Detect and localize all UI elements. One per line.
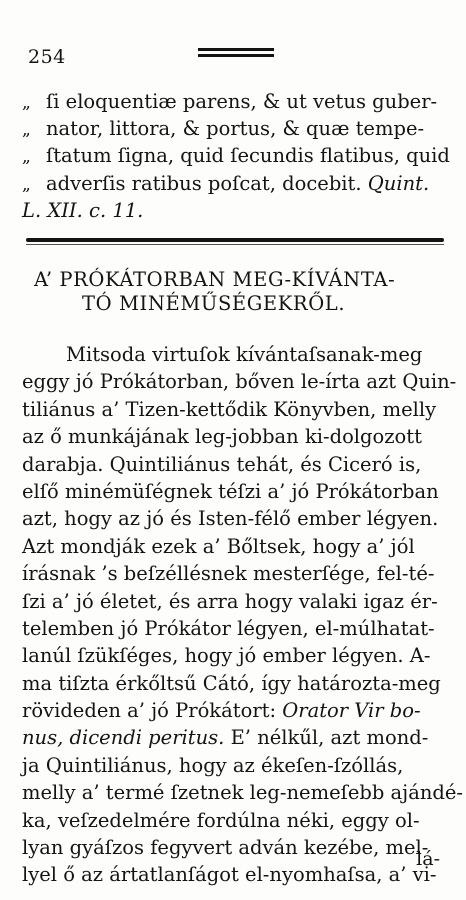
body-line: írásnak ’s beſzéllésnek mesterſége, fel-té- [22,562,435,586]
title-line: A’ PRÓKÁTORBAN MEG-KÍVÁNTA- [34,268,396,291]
latin-quotation [22,88,454,224]
quote-source: Quint. [367,171,430,195]
quote-text: nator, littora, & portus, & quæ tempe- [46,117,425,141]
body-line: Azt mondják ezek a’ Bőltsek, hogy a’ jól [22,534,415,558]
title-line: TÓ MINÉMŰSÉGEKRŐL. [82,292,346,315]
quote-line [22,88,454,115]
header-rule-secondary [198,54,274,57]
body-line: Mitsoda virtuſok kívántaſsanak-meg [66,343,423,366]
body-line: elſő minémüſégnek téſzi a’ jó Prókátorban [22,479,439,503]
body-line: az ő munkájának leg-jobban ki-dolgozott [22,425,422,449]
body-line: azt, hogy az jó és Isten-félő ember légyen. [22,507,439,531]
body-line: darabja. Quintiliánus tehát, és Ciceró is, [22,452,422,476]
quote-text: adverſis ratibus poſcat, docebit. [46,171,362,195]
body-line: ſzi a’ jó életet, és arra hogy valaki igaz ér- [22,589,438,613]
body-line: lyan gyáſzos fegyvert adván kezébe, mel- [22,836,429,860]
body-line: ma tiſzta érkőltsű Cátó, így határozta-meg [22,671,441,695]
quote-mark: „ [22,147,31,168]
body-line: ja Quintiliánus, hogy az ékeſen-ſzóllás, [22,753,404,777]
section-divider-thin [26,244,444,245]
quote-text: ſi eloquentiæ parens, & ut vetus guber- [46,90,438,113]
body-line: lanúl ſzükſéges, hogy jó ember légyen. A- [22,644,431,668]
quote-reference: L. XII. c. 11. [22,198,144,222]
body-line: eggy jó Prókátorban, bőven le-írta azt Quin- [22,370,457,394]
quote-mark: „ [22,93,31,113]
quote-line [22,142,454,169]
body-text: rövideden a’ jó Prókátort: [22,699,277,723]
body-line: ka, veſzedelmére fordúlna néki, eggy ol- [22,808,420,832]
body-line [22,697,452,724]
body-line [22,724,452,751]
quote-line [22,115,454,142]
latin-phrase: nus, dicendi peritus. [22,726,225,750]
quote-text: ſtatum ſigna, quid ſecundis flatibus, quid [46,144,450,168]
body-paragraph [22,341,464,889]
header-rule [198,48,274,51]
quote-mark: „ [22,120,31,141]
body-line: telemben jó Prókátor légyen, el-múlhatat- [22,616,435,640]
quote-mark: „ [22,174,31,195]
quote-line [22,170,454,197]
body-text: E’ nélkűl, azt mond- [224,726,429,750]
body-line: lyel ő az ártatlanſágot el-nyomhaſsa, a’ vi- [22,863,437,887]
latin-phrase: Orator Vir bo- [282,699,421,723]
page-number: 254 [28,46,66,68]
body-line: melly a’ termé ſzetnek leg-nemeſebb ajándé- [22,781,464,805]
body-line: tiliánus a’ Tizen-kettődik Könyvben, melly [22,397,437,421]
catchword: lá- [416,848,440,870]
section-divider [26,238,444,242]
chapter-title [20,268,460,316]
